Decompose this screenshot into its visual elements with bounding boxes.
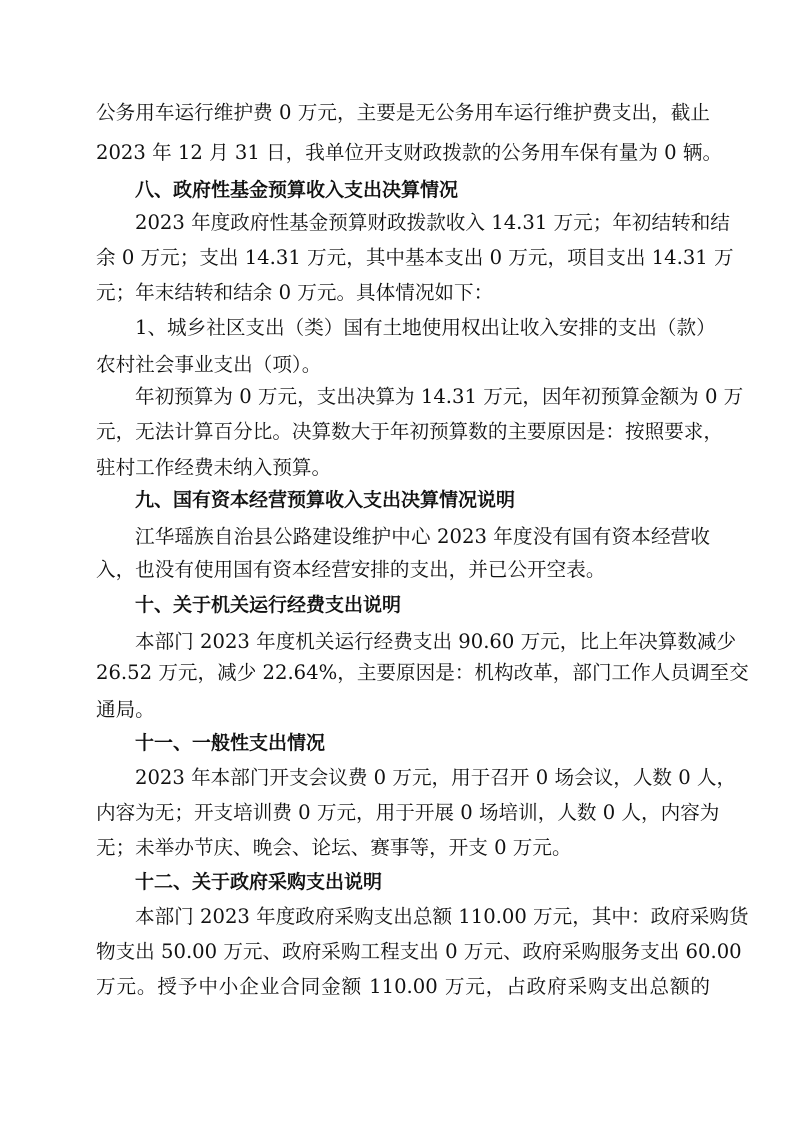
- text-line: 元，无法计算百分比。决算数大于年初预算数的主要原因是：按照要求，: [96, 420, 723, 443]
- section-heading: 十一、一般性支出情况: [135, 732, 326, 754]
- text-line: 农村社会事业支出（项）。: [96, 353, 322, 376]
- section-heading: 十二、关于政府采购支出说明: [135, 871, 383, 893]
- text-line: 本部门 2023 年度机关运行经费支出 90.60 万元，比上年决算数减少: [135, 630, 737, 653]
- text-line: 2023 年本部门开支会议费 0 万元，用于召开 0 场会议，人数 0 人，: [135, 766, 737, 789]
- text-line: 江华瑶族自治县公路建设维护中心 2023 年度没有国有资本经营收: [135, 525, 710, 548]
- section-heading: 八、政府性基金预算收入支出决算情况: [135, 179, 459, 201]
- section-heading: 九、国有资本经营预算收入支出决算情况说明: [135, 489, 516, 511]
- text-line: 万元。授予中小企业合同金额 110.00 万元，占政府采购支出总额的: [96, 975, 710, 998]
- text-line: 1、城乡社区支出（类）国有土地使用权出让收入安排的支出（款）: [135, 316, 716, 339]
- text-line: 入，也没有使用国有资本经营安排的支出，并已公开空表。: [96, 558, 606, 581]
- text-line: 2023 年 12 月 31 日，我单位开支财政拨款的公务用车保有量为 0 辆。: [96, 141, 723, 164]
- text-line: 本部门 2023 年度政府采购支出总额 110.00 万元，其中：政府采购货: [135, 905, 749, 928]
- text-line: 物支出 50.00 万元、政府采购工程支出 0 万元、政府采购服务支出 60.00: [96, 940, 742, 963]
- text-line: 公务用车运行维护费 0 万元，主要是无公务用车运行维护费支出，截止: [96, 101, 710, 124]
- text-line: 驻村工作经费未纳入预算。: [96, 456, 332, 479]
- text-line: 余 0 万元；支出 14.31 万元，其中基本支出 0 万元，项目支出 14.31 万: [96, 246, 734, 269]
- text-line: 内容为无；开支培训费 0 万元，用于开展 0 场培训，人数 0 人，内容为: [96, 801, 720, 824]
- text-line: 26.52 万元，减少 22.64%，主要原因是：机构改革，部门工作人员调至交: [96, 661, 749, 684]
- section-heading: 十、关于机关运行经费支出说明: [135, 594, 402, 616]
- text-line: 年初预算为 0 万元，支出决算为 14.31 万元，因年初预算金额为 0 万: [135, 385, 744, 408]
- text-line: 元；年末结转和结余 0 万元。具体情况如下：: [96, 281, 494, 304]
- text-line: 通局。: [96, 698, 155, 721]
- text-line: 2023 年度政府性基金预算财政拨款收入 14.31 万元；年初结转和结: [135, 211, 730, 234]
- text-line: 无；未举办节庆、晚会、论坛、赛事等，开支 0 万元。: [96, 836, 572, 859]
